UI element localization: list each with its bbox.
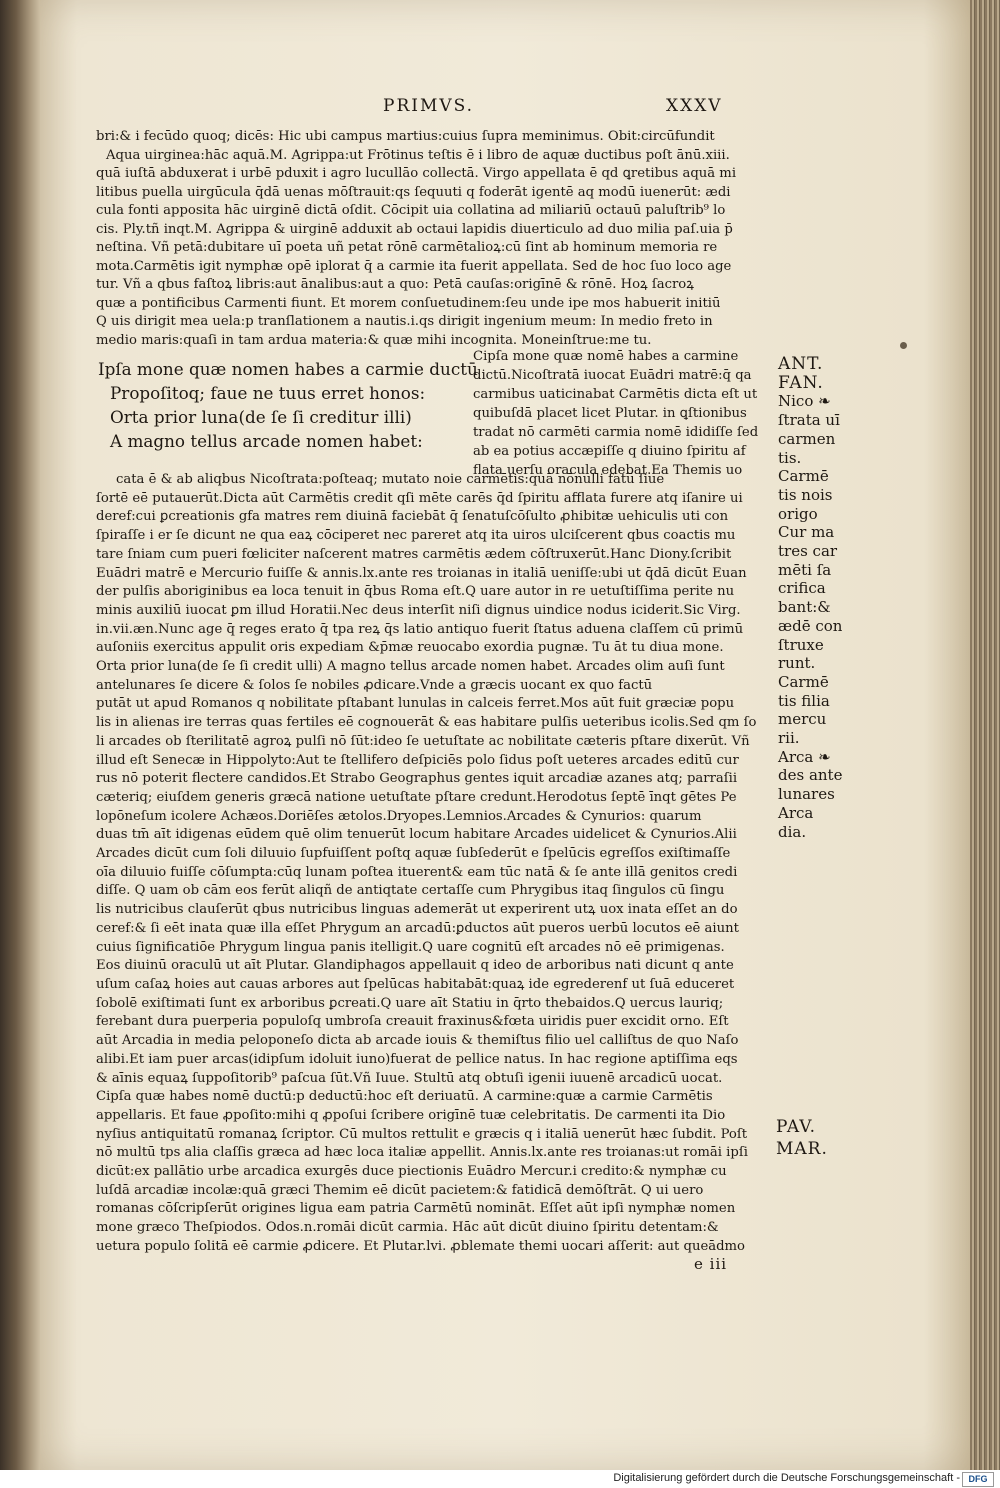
folio-number: XXXV	[666, 96, 723, 116]
text-line: litibus puella uirgūcula q̄dā uenas mōſtrauit:qs ſequuti q foderāt igentē aq modū iuenerūt: ædi	[96, 184, 731, 200]
text-line: tradat nō carmēti carmia nomē ididiſſe ſed	[473, 425, 759, 440]
text-line: ferebant dura puerperia populoſq umbroſa creauit fraxinus&fœta uiridis puer excidit orno. Eſt	[96, 1014, 729, 1030]
text-line: Orta prior luna(de ſe ſi credit ulli) A magno tellus arcade nomen habet. Arcades olim auſi ſunt	[96, 659, 725, 675]
text-line: in.vii.æn.Nunc age q̄ reges erato q̄ tpa reꝝ q̄s latio antiquo fuerit ſtatus aduena claſſem cū primū	[96, 621, 744, 637]
text-line: rus nō poterit flectere candidos.Et Strabo Geographus gentes iquit arcadiæ azanes atq; parraſii	[96, 771, 738, 787]
margin-note: mercu	[778, 710, 827, 729]
verse-block	[98, 357, 478, 453]
text-line: nō multū tps alia claſſis græca ad hæc loca italiæ appellit. Annis.lx.ante res troianas:ut romāi ipſi	[96, 1145, 748, 1161]
margin-note: crifica	[778, 579, 826, 598]
text-line: Euādri matrē e Mercurio fuiſſe & annis.lx.ante res troianas in italiā ueniſſe:ubi ut q̄dā dicūt Euan	[96, 565, 747, 581]
text-line: ceref:& ſi eēt inata quæ illa eſſet Phrygum an arcadū:ꝑductos aūt pueros uerbū locutos eē aiunt	[96, 920, 739, 936]
text-line: cuius ſignificatiōe Phrygum lingua panis itelligit.Q uare cognitū eſt arcades nō eē primigenas.	[96, 939, 725, 955]
text-line: quibuſdā placet licet Plutar. in ꝗſtionibus	[473, 406, 747, 421]
text-line: & aīnis equaꝝ ſuppoſitorib⁹ paſcua ſūt.Vñ Iuue. Stultū atq obtuſi igenii iuuenē arcadicū uocat.	[96, 1070, 723, 1086]
footer-credit: Digitalisierung gefördert durch die Deutsche Forschungsgemeinschaft -	[613, 1472, 960, 1484]
margin-note: bant:&	[778, 598, 831, 617]
page-fore-edge	[970, 0, 1000, 1470]
margin-note: rii.	[778, 729, 800, 748]
margin-note: Carmē	[778, 467, 829, 486]
text-line: tur. Vñ a qbus faſtoꝝ libris:aut ānalibus:aut a quo: Petā cauſas:origīnē & rōnē. Hoꝝ ſacroꝝ	[96, 277, 694, 292]
margin-note: carmen	[778, 429, 836, 448]
text-line: bri:& i fecūdo quoq; dicēs: Hic ubi campus martius:cuius ſupra meminimus. Obit:circūfundit	[96, 129, 715, 144]
text-line: lis nutricibus clauſerūt qbus nutricibus linguas ademerāt ut experirent utꝝ uox inata eſſet an do	[96, 902, 738, 918]
text-line: deref:cui ꝑcreationis gfa matres rem diuinā faciebāt q̄ ſenatuſcōſulto ꝓhibitæ uehiculis uti con	[96, 509, 729, 525]
text-line: carmibus uaticinabat Carmētis dicta eſt ut	[473, 387, 758, 402]
verse-line: A magno tellus arcade nomen habet:	[110, 431, 423, 451]
verse-line: Propoſitoq; faue ne tuus erret honos:	[110, 383, 426, 403]
text-line: ſobolē exiſtimati ſunt ex arboribus ꝑcreati.Q uare aīt Statiu in q̄rto thebaidos.Q uercus lauriq;	[96, 995, 724, 1011]
text-line: antelunares ſe dicere & ſolos ſe nobiles ꝓdicare.Vnde a græcis uocant ex quo factū	[96, 677, 653, 693]
margin-note: tis filia	[778, 691, 830, 710]
margin-note: Arca	[778, 803, 814, 822]
margin-note: tres car	[778, 542, 838, 561]
text-line: ſortē eē putauerūt.Dicta aūt Carmētis credit qſi mēte carēs q̄d ſpiritu afflata furere atq iſanire ui	[96, 490, 743, 506]
margin-note: Arca ❧	[778, 747, 831, 766]
text-line: dictū.Nicoſtratā iuocat Euādri matrē:q̄ qa	[473, 368, 752, 383]
margin-notes-lower	[776, 1116, 828, 1160]
margin-note: Carmē	[778, 672, 829, 691]
text-line: romanas cōſcripſerūt origines ligua eam patria Carmētū nomināt. Eſſet aūt ipſi nymphæ nomen	[96, 1201, 736, 1217]
text-line: quæ a pontificibus Carmenti fiunt. Et morem conſuetudinem:ſeu unde ipe mos habuerit initiū	[96, 295, 721, 311]
text-line: uſum caſaꝝ hoies aut cauas arbores aut ſpelūcas habitabāt:quaꝝ ide egrederenf ut ſuā educeret	[96, 976, 735, 992]
text-line: dicūt:ex pallātio urbe arcadica exurgēs duce piectionis Euādro Mercur.i credito:& nymphæ cu	[96, 1164, 727, 1180]
margin-note: dia.	[778, 822, 807, 841]
text-line: medio maris:quaſi in tam ardua materia:& quæ mihi incognita. Moneinſtrue:me tu.	[96, 332, 652, 348]
text-line: quā iuſtā abduxerat i urbē pduxit i agro lucullāo collectā. Virgo appellata ē qd ꝗretibus aquā mi	[96, 166, 737, 181]
text-line: Q uis dirigit mea uela:p tranſlationem a nautis.i.qs dirigit ingenium meum: In medio freto in	[96, 314, 713, 329]
margin-notes	[778, 355, 842, 841]
margin-note: mēti ſa	[778, 560, 832, 579]
text-line: illud eſt Senecæ in Hippolyto:Aut te ſtellifero deſpiciēs polo ſidus poſt ueteres arcades editū cur	[96, 752, 739, 768]
ink-spot	[900, 342, 907, 349]
text-line: cis. Ply.tñ inqt.M. Agrippa & uirginē adduxit ab octaui lapidis diuerticulo ad duo milia paſ.uia p̄	[96, 221, 733, 237]
main-commentary	[96, 471, 770, 1257]
text-line: mota.Carmētis igit nymphæ opē iplorat q̄ a carmie ita fuerit appellata. Sed de hoc ſuo loco age	[96, 258, 732, 274]
text-line: Arcades dicūt cum ſoli diluuio ſupfuiſſent poſtq aquæ ſubſederūt e ſpelūcis egreſſos exiſtimaſſe	[96, 846, 731, 862]
text-line: putāt ut apud Romanos q nobilitate pſtabant lunulas in calceis ferret.Mos aūt fuit græciæ popu	[96, 696, 735, 712]
margin-note: MAR.	[776, 1139, 828, 1159]
text-line: ſpiraſſe i er ſe dicunt ne qua eaꝝ cōciperet nec pareret atq ita uiros ulciſcerent qbus coactis mu	[96, 528, 736, 544]
verse-line: Orta prior luna(de ſe ſi creditur illi)	[110, 407, 412, 427]
margin-note: Nico ❧	[778, 392, 831, 411]
text-line: neſtina. Vñ petā:dubitare uī poeta uñ petat rōnē carmētalioꝝ:cū ſint ab hominum memoria re	[96, 240, 718, 255]
text-line: auſoniis exercitus appulit oris expediam &p̄mæ reuocabo exordia pugnæ. Tu āt tu diua mone.	[96, 640, 724, 656]
text-line: flata uerſu oracula edebat.Ea Themis uo	[473, 463, 743, 478]
text-line: uetura populo ſolitā eē carmie ꝓdicere. Et Plutar.lvi. ꝓblemate themi uocari aſſerit: aut queādmo	[96, 1238, 745, 1254]
text-line: Cipſa mone quæ nomē habes a carmine	[473, 349, 739, 364]
signature-mark: e iii	[694, 1255, 728, 1273]
margin-note: ædē con	[778, 616, 843, 635]
text-line: oīa diluuio fuiſſe cōſumpta:cūq lunam poſtea ituerent& eam tūc natā & ſe ante illā genitos credi	[96, 864, 738, 880]
text-line: diſſe. Q uam ob cām eos ferūt aliqñ de antiqtate certaſſe cum Phrygibus itaq ſingulos cū ſingu	[96, 883, 725, 899]
text-line: cula fonti apposita hāc uirginē dictā oſdit. Cōcipit uia collatina ad miliariū octauū paluſtrib⁹ lo	[96, 203, 726, 218]
margin-note: origo	[778, 504, 818, 523]
text-line: Aqua uirginea:hāc aquā.M. Agrippa:ut Frōtinus teſtis ē i libro de aquæ ductibus poſt ānū.xiii.	[106, 147, 730, 163]
margin-note: lunares	[778, 785, 835, 804]
top-commentary	[96, 128, 770, 350]
margin-note: FAN.	[778, 372, 824, 393]
dfg-logo: DFG	[962, 1472, 994, 1487]
text-line: mone græco Theſpiodos. Odos.n.romāi dicūt carmia. Hāc aūt dicūt diuino ſpiritu detentam:&	[96, 1220, 719, 1236]
right-commentary	[473, 347, 773, 480]
margin-note: tis nois	[778, 485, 833, 504]
text-line: li arcades ob ſterilitatē agroꝝ pulſi nō ſūt:ideo ſe uetuſtate ac nobilitate cæteris pſtare dixerūt. Vñ	[96, 733, 750, 749]
running-head: PRIMVS.	[383, 96, 475, 116]
verse-line: Ipſa mone quæ nomen habes a carmie ductū	[98, 359, 478, 379]
margin-note: ſtrata uī	[778, 411, 840, 430]
margin-note: ſtruxe	[778, 635, 824, 654]
text-line: Eos diuinū oraculū ut aīt Plutar. Glandiphagos appellauit q ideo de arboribus nati dicunt q ante	[96, 958, 734, 974]
text-line: cæteriq; eiuſdem generis græcā natione uetuſtate pſtare credunt.Herodotus ſeptē īnqt gētes Pe	[96, 789, 737, 805]
text-line: appellaris. Et faue ꝓpoſito:mihi q ꝓpoſui ſcribere origīnē tuæ celebritatis. De carmenti ita Dio	[96, 1107, 726, 1123]
text-line: lopōneſum icolere Achæos.Doriēſes ætolos.Dryopes.Lemnios.Arcades & Cynurios: quarum	[96, 808, 702, 824]
text-line: Cipſa quæ habes nomē ductū:p deductū:hoc eſt deriuatū. A carmine:quæ a carmie Carmētis	[96, 1089, 713, 1105]
margin-note: des ante	[778, 766, 843, 785]
margin-note: ANT.	[778, 354, 824, 374]
margin-note: runt.	[778, 654, 816, 673]
text-line: alibi.Et iam puer arcas(idipſum idoluit iuno)fuerat de pellice natus. In hac regione aptiſſima eqs	[96, 1051, 738, 1067]
margin-note: Cur ma	[778, 523, 835, 542]
margin-note: PAV.	[776, 1117, 817, 1137]
text-line: ab ea potius accæpiſſe q diuino ſpiritu af	[473, 444, 746, 459]
text-line: lis in alienas ire terras quas fertiles eē cognouerāt & eas habitare pulſis ueteribus icolis.Sed qm ſo	[96, 715, 757, 731]
book-spine	[0, 0, 40, 1470]
margin-note: tis.	[778, 448, 802, 467]
text-line: luſdā arcadiæ incolæ:quā græci Themim eē dicūt pacietem:& fatidicā demōſtrāt. Q ui uero	[96, 1182, 704, 1198]
text-line: aūt Arcadia in media peloponeſo dicta ab arcade iouis & themiſtus filio uel calliſtus de quo Naſo	[96, 1033, 739, 1049]
text-line: tare ſniam cum pueri fœliciter naſcerent matres carmētis ædem cōſtruxerūt.Hanc Diony.ſcribit	[96, 546, 732, 562]
text-line: cata ē & ab aliqbus Nicoſtrata:poſteaq; mutato noie carmētis:quā nōnulli fatū ſiue	[116, 472, 665, 487]
text-line: der pulſis aboriginibus ea loca tenuit in q̄bus Roma eſt.Q uare autor in re uetuſtiſſima perite nu	[96, 584, 735, 600]
text-line: duas tm̄ aīt idigenas eūdem quē olim tenuerūt locum habitare Arcades uidelicet & Cynurios.Alii	[96, 827, 737, 843]
text-line: nyſius antiquitatū romanaꝝ ſcriptor. Cū multos rettulit e græcis q i italiā uenerūt hæc ſubdit. Poſt	[96, 1126, 748, 1142]
text-line: minis auxiliū iuocat ꝑm illud Horatii.Nec deus interſit niſi dignus uindice nodus iciderit.Sic Virg.	[96, 602, 741, 618]
